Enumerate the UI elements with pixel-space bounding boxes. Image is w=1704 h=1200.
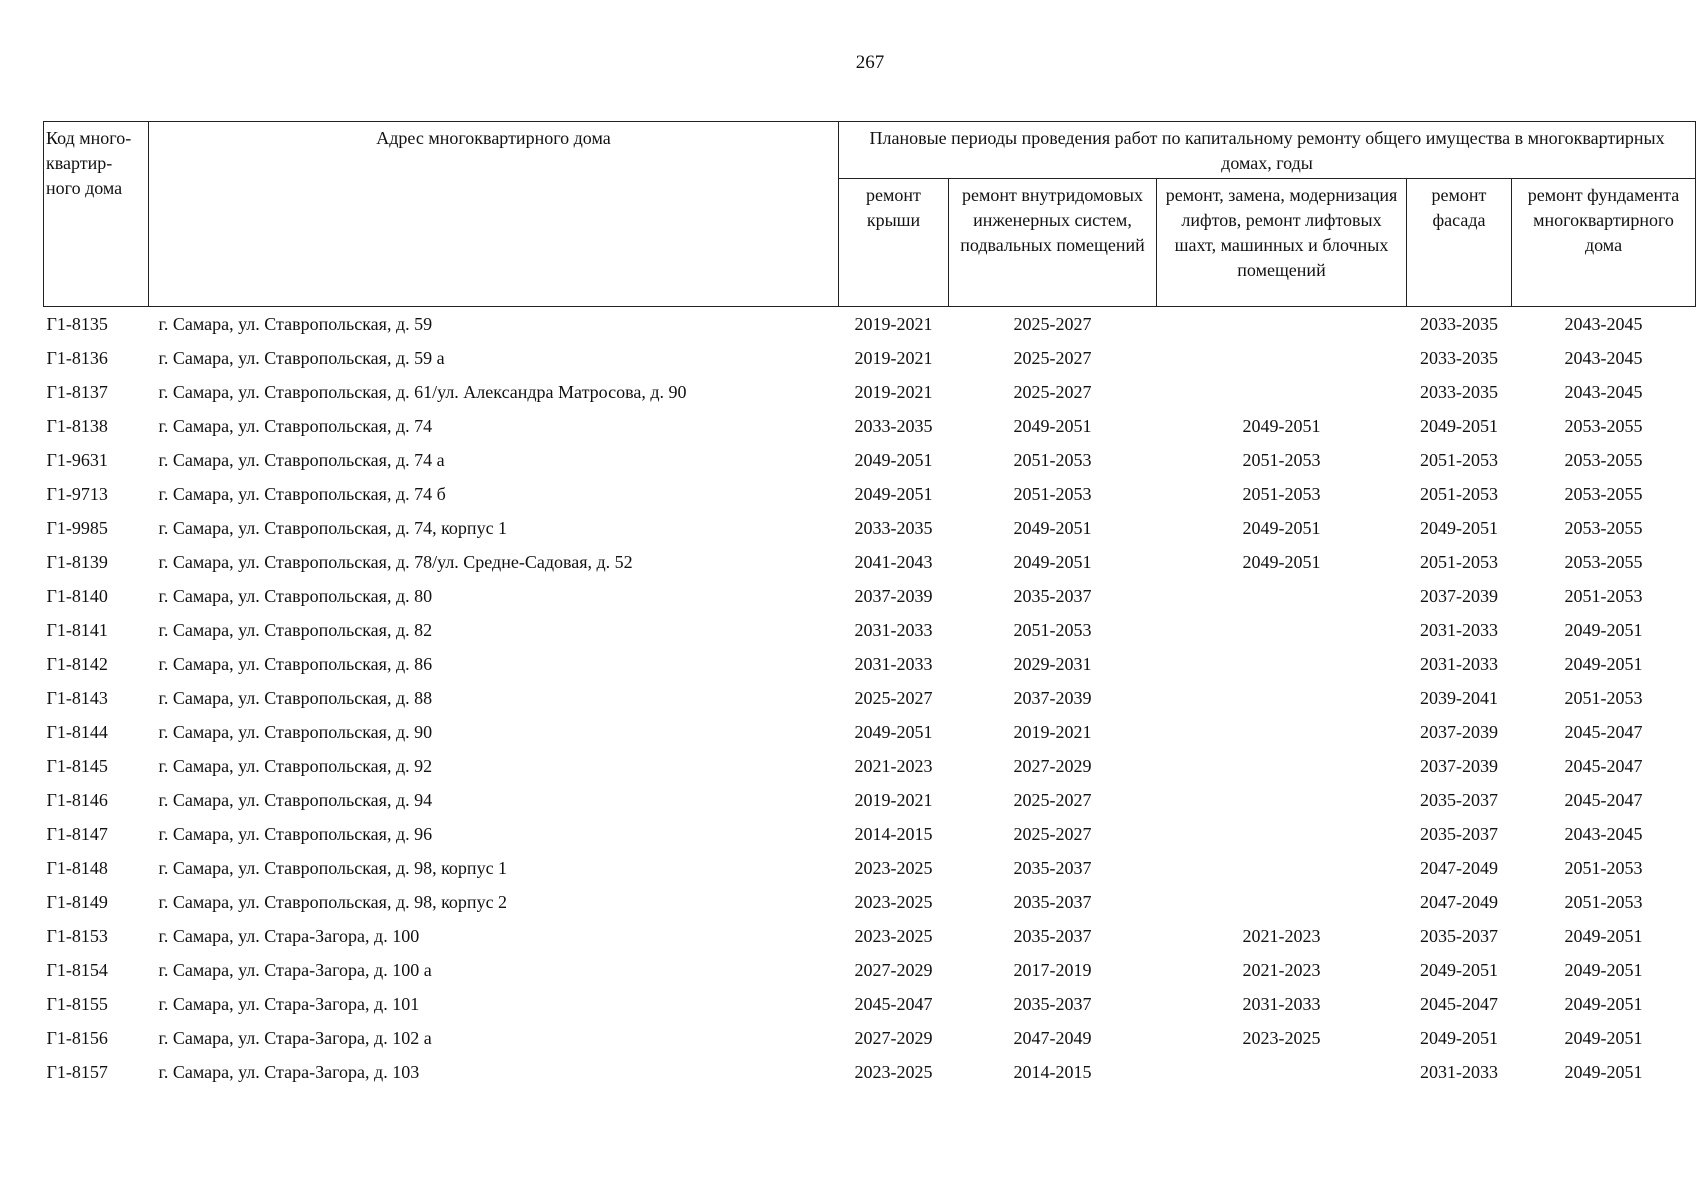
cell-lifts xyxy=(1157,307,1407,342)
header-code: Код много-квартир-ного дома xyxy=(44,122,149,307)
cell-address: г. Самара, ул. Ставропольская, д. 78/ул. Средне-Садовая, д. 52 xyxy=(158,551,633,572)
cell-foundation: 2053-2055 xyxy=(1564,449,1643,470)
cell-foundation: 2053-2055 xyxy=(1564,517,1643,538)
cell-lifts: 2021-2023 xyxy=(1242,959,1321,980)
cell-code: Г1-8149 xyxy=(46,891,108,912)
table-body xyxy=(44,307,1696,1090)
cell-roof: 2019-2021 xyxy=(854,789,933,810)
cell-roof: 2045-2047 xyxy=(854,993,933,1014)
cell-roof: 2049-2051 xyxy=(854,721,933,742)
cell-foundation: 2045-2047 xyxy=(1564,789,1643,810)
cell-facade: 2047-2049 xyxy=(1420,891,1498,912)
cell-address: г. Самара, ул. Ставропольская, д. 59 xyxy=(158,313,433,334)
cell-code: Г1-8135 xyxy=(46,313,108,334)
cell-systems: 2049-2051 xyxy=(1013,415,1092,436)
cell-code: Г1-8136 xyxy=(46,347,108,368)
cell-lifts: 2023-2025 xyxy=(1242,1027,1321,1048)
cell-address: г. Самара, ул. Ставропольская, д. 96 xyxy=(158,823,433,844)
cell-roof: 2031-2033 xyxy=(854,619,933,640)
cell-code: Г1-8139 xyxy=(46,551,108,572)
table-row xyxy=(44,443,1696,477)
table-row xyxy=(44,545,1696,579)
cell-roof: 2023-2025 xyxy=(854,891,933,912)
cell-code: Г1-9631 xyxy=(46,449,108,470)
cell-foundation: 2049-2051 xyxy=(1564,653,1643,674)
cell-code: Г1-8155 xyxy=(46,993,108,1014)
cell-address: г. Самара, ул. Ставропольская, д. 61/ул. Александра Матросова, д. 90 xyxy=(158,381,687,402)
cell-systems: 2025-2027 xyxy=(1013,381,1092,402)
cell-facade: 2045-2047 xyxy=(1420,993,1498,1014)
cell-code: Г1-8142 xyxy=(46,653,108,674)
header-facade: ремонт фасада xyxy=(1407,179,1512,307)
cell-facade: 2035-2037 xyxy=(1420,789,1498,810)
cell-address: г. Самара, ул. Ставропольская, д. 98, корпус 2 xyxy=(158,891,508,912)
cell-roof: 2025-2027 xyxy=(854,687,933,708)
cell-systems: 2027-2029 xyxy=(1013,755,1092,776)
cell-roof: 2027-2029 xyxy=(854,1027,933,1048)
table-row xyxy=(44,579,1696,613)
cell-roof: 2031-2033 xyxy=(854,653,933,674)
cell-address: г. Самара, ул. Ставропольская, д. 59 а xyxy=(158,347,445,368)
table-row xyxy=(44,817,1696,851)
cell-lifts: 2021-2023 xyxy=(1242,925,1321,946)
cell-foundation: 2051-2053 xyxy=(1564,687,1643,708)
cell-foundation: 2051-2053 xyxy=(1564,857,1643,878)
cell-systems: 2051-2053 xyxy=(1013,483,1092,504)
cell-code: Г1-8156 xyxy=(46,1027,108,1048)
cell-lifts xyxy=(1157,885,1407,919)
cell-systems: 2035-2037 xyxy=(1013,585,1092,606)
cell-address: г. Самара, ул. Стара-Загора, д. 102 а xyxy=(158,1027,432,1048)
header-lifts: ремонт, замена, модернизация лифтов, ремонт лифтовых шахт, машинных и блочных помещений xyxy=(1157,179,1407,307)
table-row xyxy=(44,1021,1696,1055)
cell-code: Г1-8141 xyxy=(46,619,108,640)
cell-lifts xyxy=(1157,579,1407,613)
cell-systems: 2035-2037 xyxy=(1013,857,1092,878)
cell-facade: 2049-2051 xyxy=(1420,415,1498,436)
cell-systems: 2029-2031 xyxy=(1013,653,1092,674)
table-row xyxy=(44,919,1696,953)
table-row xyxy=(44,1055,1696,1089)
cell-address: г. Самара, ул. Ставропольская, д. 86 xyxy=(158,653,433,674)
cell-address: г. Самара, ул. Ставропольская, д. 98, корпус 1 xyxy=(158,857,508,878)
cell-lifts xyxy=(1157,817,1407,851)
cell-code: Г1-8144 xyxy=(46,721,108,742)
table-row xyxy=(44,987,1696,1021)
cell-address: г. Самара, ул. Стара-Загора, д. 101 xyxy=(158,993,420,1014)
cell-address: г. Самара, ул. Ставропольская, д. 74 б xyxy=(158,483,446,504)
cell-roof: 2041-2043 xyxy=(854,551,933,572)
table-row xyxy=(44,375,1696,409)
capital-repair-schedule-table xyxy=(43,121,1696,1089)
cell-address: г. Самара, ул. Ставропольская, д. 80 xyxy=(158,585,433,606)
cell-foundation: 2051-2053 xyxy=(1564,585,1643,606)
cell-facade: 2037-2039 xyxy=(1420,721,1498,742)
table-row xyxy=(44,477,1696,511)
cell-facade: 2033-2035 xyxy=(1420,313,1498,334)
cell-foundation: 2053-2055 xyxy=(1564,551,1643,572)
cell-lifts xyxy=(1157,681,1407,715)
cell-code: Г1-8143 xyxy=(46,687,108,708)
cell-systems: 2037-2039 xyxy=(1013,687,1092,708)
cell-systems: 2025-2027 xyxy=(1013,789,1092,810)
cell-address: г. Самара, ул. Стара-Загора, д. 100 xyxy=(158,925,420,946)
cell-roof: 2019-2021 xyxy=(854,313,933,334)
cell-foundation: 2053-2055 xyxy=(1564,483,1643,504)
table-row xyxy=(44,409,1696,443)
cell-lifts xyxy=(1157,613,1407,647)
table-row xyxy=(44,851,1696,885)
cell-code: Г1-8138 xyxy=(46,415,108,436)
cell-address: г. Самара, ул. Ставропольская, д. 88 xyxy=(158,687,433,708)
cell-lifts xyxy=(1157,715,1407,749)
cell-foundation: 2045-2047 xyxy=(1564,755,1643,776)
header-planned-periods: Плановые периоды проведения работ по капитальному ремонту общего имущества в многоквартирных домах, годы xyxy=(839,122,1696,179)
table-row xyxy=(44,307,1696,342)
cell-facade: 2033-2035 xyxy=(1420,381,1498,402)
cell-lifts xyxy=(1157,647,1407,681)
cell-facade: 2031-2033 xyxy=(1420,1061,1498,1082)
cell-foundation: 2043-2045 xyxy=(1564,381,1643,402)
cell-lifts xyxy=(1157,851,1407,885)
cell-foundation: 2053-2055 xyxy=(1564,415,1643,436)
cell-lifts: 2051-2053 xyxy=(1242,449,1321,470)
cell-systems: 2025-2027 xyxy=(1013,823,1092,844)
cell-facade: 2051-2053 xyxy=(1420,551,1498,572)
cell-roof: 2049-2051 xyxy=(854,449,933,470)
cell-systems: 2047-2049 xyxy=(1013,1027,1092,1048)
cell-foundation: 2049-2051 xyxy=(1564,1027,1643,1048)
table-row xyxy=(44,681,1696,715)
cell-code: Г1-8148 xyxy=(46,857,108,878)
cell-systems: 2049-2051 xyxy=(1013,551,1092,572)
cell-systems: 2014-2015 xyxy=(1013,1061,1092,1082)
cell-facade: 2035-2037 xyxy=(1420,925,1498,946)
cell-facade: 2049-2051 xyxy=(1420,517,1498,538)
cell-foundation: 2051-2053 xyxy=(1564,891,1643,912)
cell-address: г. Самара, ул. Ставропольская, д. 90 xyxy=(158,721,433,742)
cell-facade: 2031-2033 xyxy=(1420,653,1498,674)
cell-lifts: 2051-2053 xyxy=(1242,483,1321,504)
cell-foundation: 2043-2045 xyxy=(1564,313,1643,334)
cell-code: Г1-8154 xyxy=(46,959,108,980)
cell-code: Г1-8153 xyxy=(46,925,108,946)
table-row xyxy=(44,953,1696,987)
cell-foundation: 2049-2051 xyxy=(1564,959,1643,980)
cell-systems: 2017-2019 xyxy=(1013,959,1092,980)
cell-systems: 2019-2021 xyxy=(1013,721,1092,742)
table-row xyxy=(44,885,1696,919)
cell-systems: 2025-2027 xyxy=(1013,347,1092,368)
cell-code: Г1-8157 xyxy=(46,1061,108,1082)
cell-code: Г1-8147 xyxy=(46,823,108,844)
cell-facade: 2037-2039 xyxy=(1420,755,1498,776)
cell-code: Г1-8145 xyxy=(46,755,108,776)
cell-systems: 2025-2027 xyxy=(1013,313,1092,334)
cell-lifts xyxy=(1157,1055,1407,1089)
cell-foundation: 2049-2051 xyxy=(1564,619,1643,640)
header-roof: ремонт крыши xyxy=(839,179,949,307)
cell-foundation: 2045-2047 xyxy=(1564,721,1643,742)
cell-facade: 2051-2053 xyxy=(1420,449,1498,470)
cell-code: Г1-9985 xyxy=(46,517,108,538)
cell-address: г. Самара, ул. Ставропольская, д. 92 xyxy=(158,755,433,776)
table-row xyxy=(44,783,1696,817)
cell-address: г. Самара, ул. Ставропольская, д. 74, корпус 1 xyxy=(158,517,508,538)
cell-lifts: 2031-2033 xyxy=(1242,993,1321,1014)
cell-facade: 2035-2037 xyxy=(1420,823,1498,844)
cell-lifts xyxy=(1157,375,1407,409)
cell-systems: 2051-2053 xyxy=(1013,619,1092,640)
cell-systems: 2049-2051 xyxy=(1013,517,1092,538)
table-row xyxy=(44,613,1696,647)
cell-roof: 2033-2035 xyxy=(854,415,933,436)
cell-address: г. Самара, ул. Стара-Загора, д. 103 xyxy=(158,1061,420,1082)
cell-lifts: 2049-2051 xyxy=(1242,415,1321,436)
cell-foundation: 2049-2051 xyxy=(1564,925,1643,946)
header-row-top xyxy=(44,122,1696,179)
cell-roof: 2021-2023 xyxy=(854,755,933,776)
cell-foundation: 2043-2045 xyxy=(1564,823,1643,844)
cell-foundation: 2049-2051 xyxy=(1564,993,1643,1014)
table-row xyxy=(44,511,1696,545)
cell-roof: 2027-2029 xyxy=(854,959,933,980)
cell-code: Г1-8140 xyxy=(46,585,108,606)
cell-roof: 2014-2015 xyxy=(854,823,933,844)
cell-facade: 2033-2035 xyxy=(1420,347,1498,368)
cell-address: г. Самара, ул. Ставропольская, д. 74 xyxy=(158,415,433,436)
cell-roof: 2019-2021 xyxy=(854,381,933,402)
cell-systems: 2035-2037 xyxy=(1013,891,1092,912)
cell-systems: 2035-2037 xyxy=(1013,993,1092,1014)
cell-code: Г1-9713 xyxy=(46,483,108,504)
cell-lifts xyxy=(1157,341,1407,375)
table-row xyxy=(44,749,1696,783)
cell-address: г. Самара, ул. Стара-Загора, д. 100 а xyxy=(158,959,432,980)
cell-facade: 2049-2051 xyxy=(1420,959,1498,980)
cell-roof: 2037-2039 xyxy=(854,585,933,606)
cell-lifts xyxy=(1157,783,1407,817)
cell-address: г. Самара, ул. Ставропольская, д. 94 xyxy=(158,789,433,810)
cell-roof: 2023-2025 xyxy=(854,857,933,878)
cell-address: г. Самара, ул. Ставропольская, д. 82 xyxy=(158,619,433,640)
cell-foundation: 2043-2045 xyxy=(1564,347,1643,368)
cell-lifts: 2049-2051 xyxy=(1242,551,1321,572)
cell-roof: 2023-2025 xyxy=(854,1061,933,1082)
header-systems: ремонт внутридомовых инженерных систем, подвальных помещений xyxy=(949,179,1157,307)
cell-facade: 2047-2049 xyxy=(1420,857,1498,878)
table-row xyxy=(44,647,1696,681)
cell-roof: 2033-2035 xyxy=(854,517,933,538)
cell-roof: 2019-2021 xyxy=(854,347,933,368)
header-address: Адрес многоквартирного дома xyxy=(149,122,839,307)
header-foundation: ремонт фундамента многоквартирного дома xyxy=(1512,179,1696,307)
page-number: 267 xyxy=(855,52,885,73)
cell-facade: 2037-2039 xyxy=(1420,585,1498,606)
table-row xyxy=(44,715,1696,749)
cell-facade: 2049-2051 xyxy=(1420,1027,1498,1048)
cell-facade: 2039-2041 xyxy=(1420,687,1498,708)
cell-address: г. Самара, ул. Ставропольская, д. 74 а xyxy=(158,449,445,470)
table-row xyxy=(44,341,1696,375)
cell-roof: 2049-2051 xyxy=(854,483,933,504)
cell-systems: 2035-2037 xyxy=(1013,925,1092,946)
cell-code: Г1-8137 xyxy=(46,381,108,402)
table-header xyxy=(44,122,1696,307)
cell-roof: 2023-2025 xyxy=(854,925,933,946)
cell-foundation: 2049-2051 xyxy=(1564,1061,1643,1082)
cell-lifts: 2049-2051 xyxy=(1242,517,1321,538)
cell-lifts xyxy=(1157,749,1407,783)
cell-code: Г1-8146 xyxy=(46,789,108,810)
cell-facade: 2051-2053 xyxy=(1420,483,1498,504)
cell-systems: 2051-2053 xyxy=(1013,449,1092,470)
cell-facade: 2031-2033 xyxy=(1420,619,1498,640)
